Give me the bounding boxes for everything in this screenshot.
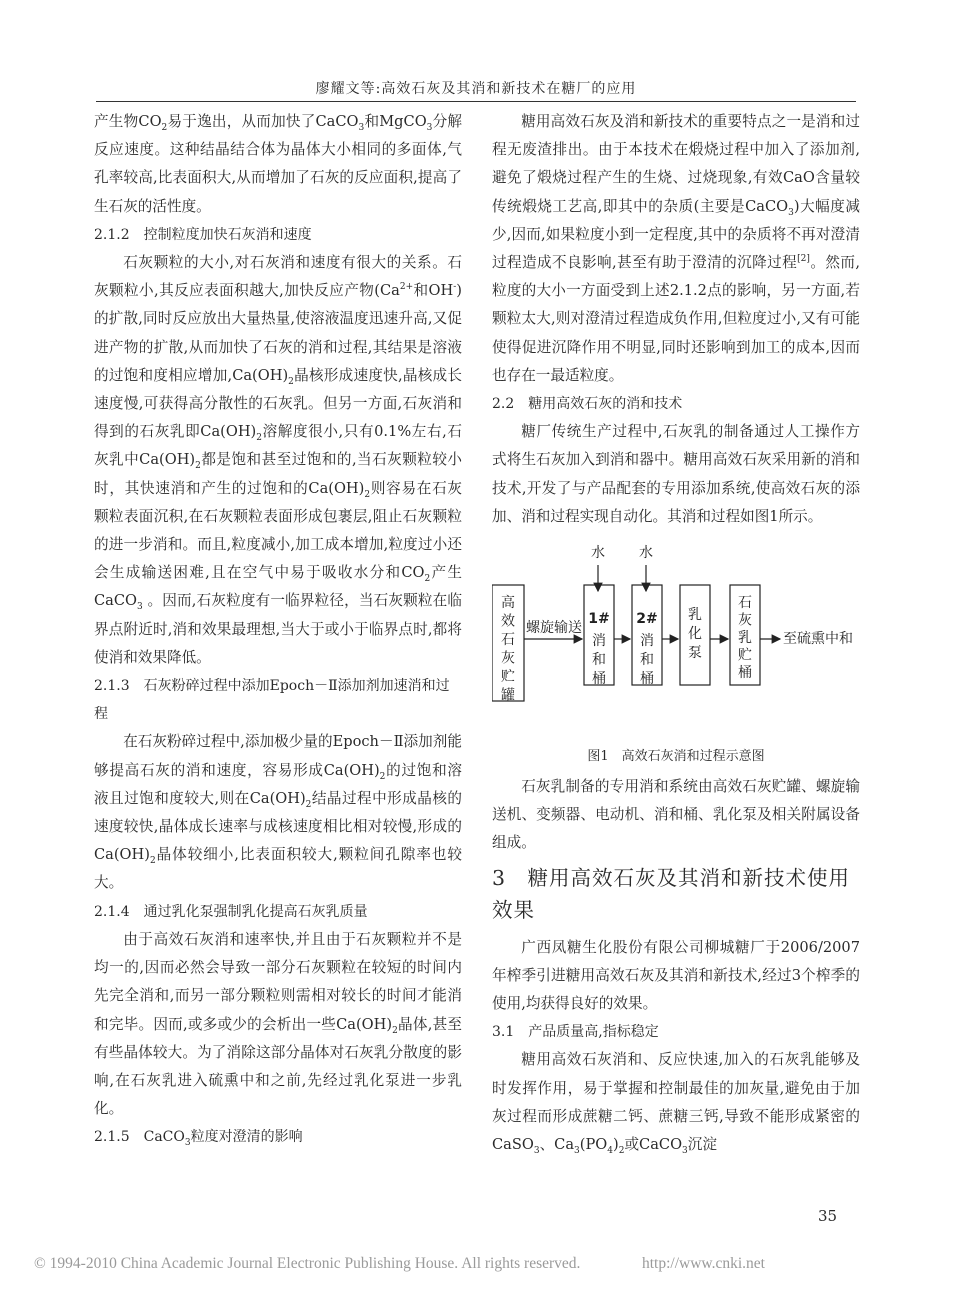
tank-2-char-2: 和 xyxy=(640,652,654,669)
tank-1-char-2: 和 xyxy=(592,652,606,669)
tank-1-number: 1# xyxy=(588,611,610,628)
lime-storage-tank-label xyxy=(501,594,515,704)
right-top-paragraph-3: 糖厂传统生产过程中,石灰乳的制备通过人工操作方式将生石灰加入到消和器中。糖用高效石灰采用新的消和技术,开发了与产品配套的专用添加系统,使高效石灰的添加、消和过程实现自动化。其消和过程如图1所示。 xyxy=(492,423,860,525)
water-label-1: 水 xyxy=(591,545,605,562)
to-sulfitation-label: 至硫熏中和 xyxy=(783,631,853,648)
milk-tank-char-3: 乳 xyxy=(738,630,752,647)
pump-char-1: 乳 xyxy=(688,607,702,624)
left-heading-2: 2.1.2 控制粒度加快石灰消和速度 xyxy=(94,226,312,243)
left-paragraph-1: 产生物$CO_2$易于逸出，从而加快了CaCO$_3$和MgCO$_3$分解反应速度。这种结晶结合体为晶体大小相同的多面体,气孔率较高,比表面积大,从而增加了石灰的反应面积,提高了生石灰的活性度。 xyxy=(94,113,463,215)
pump-char-2: 化 xyxy=(688,626,702,643)
milk-tank-char-4: 贮 xyxy=(738,647,752,664)
right-column-bottom xyxy=(492,773,860,1159)
left-heading-6: 2.1.4 通过乳化泵强制乳化提高石灰乳质量 xyxy=(94,903,368,920)
storage-tank-char-6: 罐 xyxy=(501,687,515,704)
figure-caption: 图1 高效石灰消和过程示意图 xyxy=(587,749,765,765)
tank-2-char-1: 消 xyxy=(640,633,654,650)
left-paragraph-7: 由于高效石灰消和速率快,并且由于石灰颗粒并不是均一的,因而必然会导致一部分石灰颗粒在较短的时间内先完全消和,而另一部分颗粒则需相对较长的时间才能消和完毕。因而,或多或少的会析出一些$Ca(OH)_2$晶体,甚至有些晶体较大。为了消除这部分晶体对石灰乳分散度的影响,在石灰乳进入硫熏中和之前,先经过乳化泵进一步乳化。 xyxy=(94,930,462,1118)
copyright-footer: © 1994-2010 China Academic Journal Electronic Publishing House. All rights reserved. xyxy=(34,1255,581,1272)
tank-1-char-1: 消 xyxy=(592,633,606,650)
storage-tank-char-4: 灰 xyxy=(501,650,515,667)
right-top-paragraph-1: 糖用高效石灰及消和新技术的重要特点之一是消和过程无废渣排出。由于本技术在煅烧过程中加入了添加剂,避免了煅烧过程产生的生烧、过烧现象,有效CaO含量较传统煅烧工艺高,即其中的杂质(主要是CaCO$_3$)大幅度减少,因而,如果粒度小到一定程度,其中的杂质将不再对澄清过程造成不良影响,甚至有助于澄清的沉降过程[2]。然而,粒度的大小一方面受到上述2.1.2点的影响，另一方面,若颗粒太大,则对澄清过程造成负作用,但粒度过小,又有可能使得促进沉降作用不明显,同时还影响到加工的成本,因而也存在一最适粒度。 xyxy=(492,113,860,384)
tank-2-char-3: 桶 xyxy=(640,671,654,688)
right-top-heading-2: 2.2 糖用高效石灰的消和技术 xyxy=(492,396,683,413)
screw-conveyor-label: 螺旋输送 xyxy=(526,620,582,637)
milk-tank-char-5: 桶 xyxy=(738,665,752,682)
left-paragraph-3: 石灰颗粒的大小,对石灰消和速度有很大的关系。石灰颗粒小,其反应表面积越大,加快反应产物($Ca^{2+}$和OH-)的扩散,同时反应放出大量热量,使溶液温度迅速升高,又促进产物的扩散,从而加快了石灰的消和过程,其结果是溶液的过饱和度相应增加$,Ca(OH)_2$晶核形成速度快,晶核成长速度慢,可获得高分散性的石灰乳。但另一方面,石灰消和得到的石灰乳即$Ca(OH)_2$溶解度很小,只有0.1%左右,石灰乳中$Ca(OH)_2$都是饱和甚至过饱和的,当石灰颗粒较小时，其快速消和产生的过饱和的$Ca(OH)_2$则容易在石灰颗粒表面沉积,在石灰颗粒表面形成包裹层,阻止石灰颗粒的进一步消和。而且,粒度减小,加工成本增加,粒度过小还会生成输送困难,且在空气中易于吸收水分和$CO_2$产生CaCO$_3$ 。因而,石灰粒度有一临界粒径，当石灰颗粒在临界点附近时,消和效果最理想,当大于或小于临界点时,都将使消和效果降低。 xyxy=(94,254,463,666)
storage-tank-char-5: 贮 xyxy=(501,669,515,686)
footer-url: http://www.cnki.net xyxy=(642,1255,765,1272)
running-header: 廖耀文等:高效石灰及其消和新技术在糖厂的应用 xyxy=(315,81,637,97)
slaking-tank-1-label xyxy=(588,611,609,687)
slaking-tank-2-label xyxy=(636,611,657,687)
storage-tank-char-1: 高 xyxy=(501,595,515,612)
lime-milk-storage-tank-label xyxy=(738,595,752,681)
right-bottom-paragraph-3: 广西凤糖生化股份有限公司柳城糖厂于2006/2007年榨季引进糖用高效石灰及其消和新技术,经过3个榨季的使用,均获得良好的效果。 xyxy=(492,938,860,1013)
figure-1 xyxy=(492,535,860,745)
right-bottom-paragraph-5: 糖用高效石灰消和、反应快速,加入的石灰乳能够及时发挥作用，易于掌握和控制最佳的加灰量,避免由于加灰过程而形成蔗糖二钙、蔗糖三钙,导致不能形成紧密的CaSO$_3$、$Ca_3(PO_4)_2$或CaCO$_3$沉淀 xyxy=(492,1051,860,1156)
milk-tank-char-2: 灰 xyxy=(738,612,752,629)
emulsion-pump-label xyxy=(688,607,702,661)
water-label-2: 水 xyxy=(639,545,653,562)
tank-2-number: 2# xyxy=(636,611,658,628)
left-heading-4: 2.1.3 石灰粉碎过程中添加Epoch－Ⅱ添加剂加速消和过程 xyxy=(94,678,450,723)
storage-tank-char-3: 石 xyxy=(501,632,515,649)
right-bottom-paragraph-1: 石灰乳制备的专用消和系统由高效石灰贮罐、螺旋输送机、变频器、电动机、消和桶、乳化泵及相关附属设备组成。 xyxy=(492,778,860,852)
right-bottom-heading-4: 3.1 产品质量高,指标稳定 xyxy=(492,1024,659,1041)
right-column xyxy=(492,108,860,1159)
header-rule xyxy=(96,101,856,102)
tank-1-char-3: 桶 xyxy=(592,671,606,688)
left-paragraph-5: 在石灰粉碎过程中,添加极少量的Epoch－Ⅱ添加剂能够提高石灰的消和速度，容易形成$Ca(OH)_2$的过饱和溶液且过饱和度较大,则在$Ca(OH)_2$结晶过程中形成晶核的速度较快,晶体成长速率与成核速度相比相对较慢,形成的$Ca(OH)_2$晶体较细小,比表面积较大,颗粒间孔隙率也较大。 xyxy=(94,733,462,892)
left-heading-8: 2.1.5 CaCO$_3$粒度对澄清的影响 xyxy=(94,1129,303,1149)
pump-char-3: 泵 xyxy=(688,645,702,662)
milk-tank-char-1: 石 xyxy=(738,595,752,612)
page-number: 35 xyxy=(818,1207,838,1225)
right-column-top xyxy=(492,108,860,531)
lime-slaking-diagram xyxy=(492,535,860,745)
storage-tank-char-2: 效 xyxy=(501,613,515,630)
right-bottom-heading-2: 3 糖用高效石灰及其消和新技术使用效果 xyxy=(492,865,851,922)
left-column xyxy=(94,108,462,1152)
